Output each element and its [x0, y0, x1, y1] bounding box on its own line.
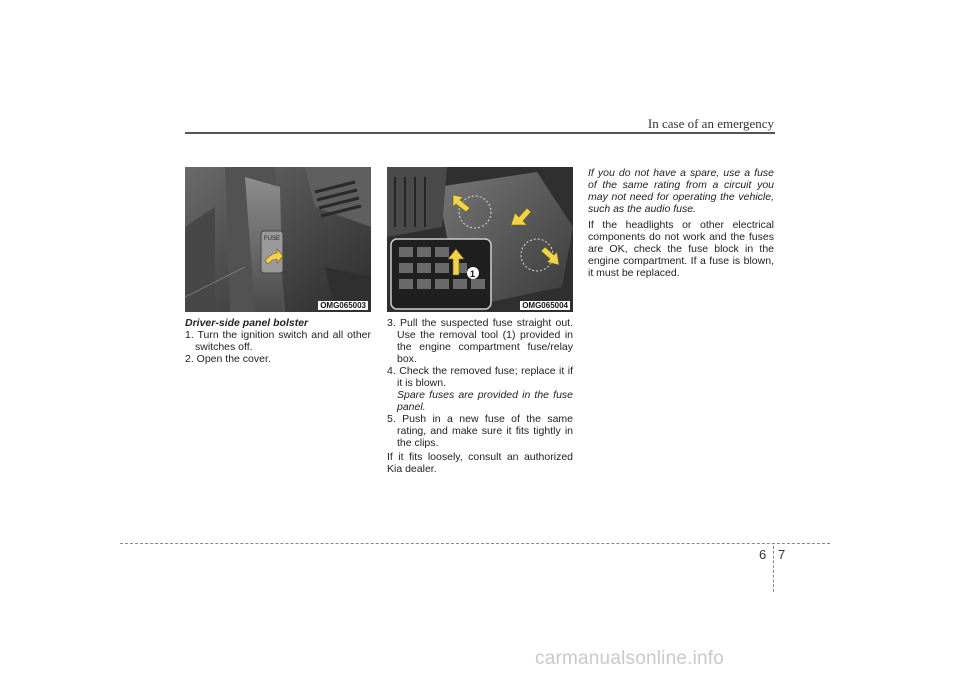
column-1: [185, 167, 371, 365]
driver-side-panel-photo: [185, 167, 371, 312]
step-5: 5. Push in a new fuse of the same rating, and make sure it fits tightly in the clips.: [387, 413, 573, 449]
photo-code: OMG065003: [320, 301, 366, 310]
driver-side-panel-illustration: [185, 167, 371, 312]
step-4: 4. Check the removed fuse; replace it if it is blown.: [387, 365, 573, 389]
header-rule: [185, 132, 775, 134]
page-number-divider: [773, 546, 774, 592]
fuse-label-text: FUSE: [264, 236, 281, 242]
engine-fuse-box-illustration: [387, 167, 573, 312]
chapter-number: 6: [759, 547, 767, 562]
step-2: 2. Open the cover.: [185, 353, 271, 365]
watermark: carmanualsonline.info: [535, 648, 725, 669]
callout-number: 1: [470, 269, 476, 279]
closing-paragraph: If it fits loosely, consult an authorized Kia dealer.: [387, 451, 573, 475]
page-header-title: In case of an emergency: [647, 116, 774, 131]
spare-warning-note: If you do not have a spare, use a fuse of the same rating from a circuit you may not need for operating the vehicle, such as the audio fuse.: [588, 167, 774, 215]
step-3: 3. Pull the suspected fuse straight out. Use the removal tool (1) provided in the engine compartment fuse/relay box.: [387, 317, 573, 365]
engine-fuse-box-photo: [387, 167, 573, 312]
headlights-paragraph: If the headlights or other electrical components do not work and the fuses are OK, check the fuse block in the engine compartment. If a fuse is blown, it must be replaced.: [588, 219, 774, 279]
footer-rule: [120, 543, 830, 544]
step-1: 1. Turn the ignition switch and all other switches off.: [185, 329, 371, 353]
column-2: [387, 167, 573, 475]
photo-code: OMG065004: [522, 301, 568, 310]
column-3: [588, 167, 774, 279]
section-heading: Driver-side panel bolster: [185, 317, 309, 329]
spare-fuse-note: Spare fuses are provided in the fuse panel.: [397, 389, 573, 413]
page-number: 7: [778, 547, 786, 562]
